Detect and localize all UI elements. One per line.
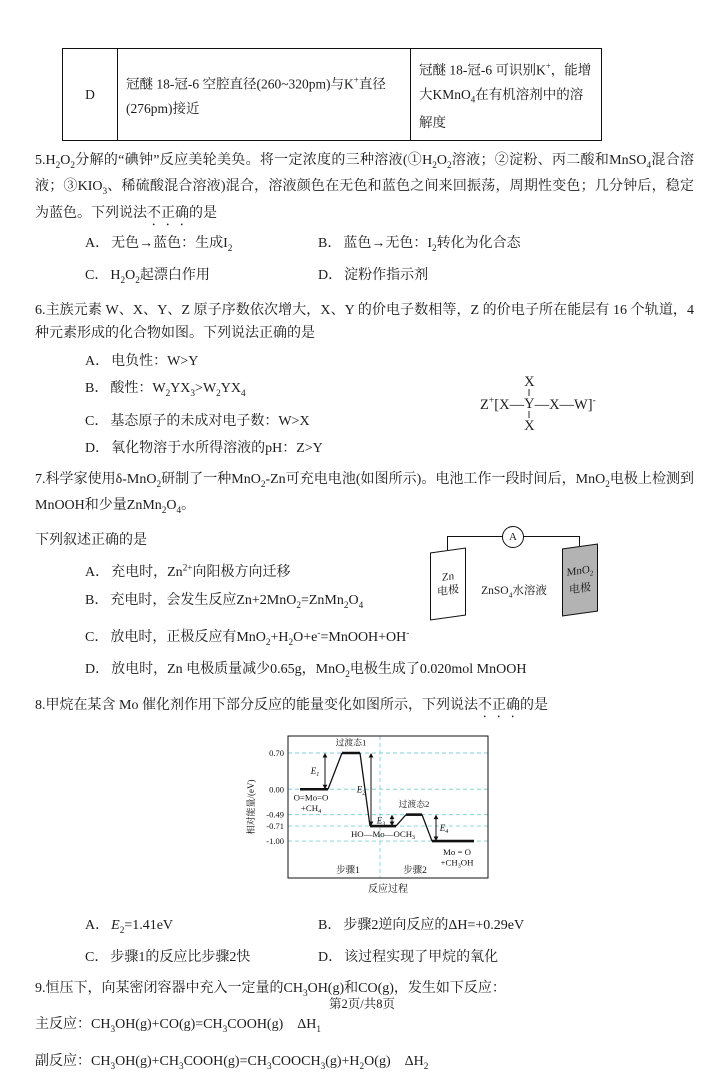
svg-text:-0.71: -0.71	[266, 820, 284, 831]
option-b	[318, 914, 694, 942]
option-d	[318, 264, 694, 292]
question-9-stem: 9.恒压下，向某密闭容器中充入一定量的$CH_3OH(g)$和CO(g)，发生如下反应：	[35, 980, 506, 998]
atom-x-top: X	[524, 373, 535, 390]
option-text: 电负性：W>Y	[111, 353, 199, 369]
question-5-stem: $5.H_2O_2$分解的“碘钟”反应美轮美奂。将一定浓度的三种溶液($①H_2O_2$溶液；②淀粉、丙二酸和MnSO$_4$混合溶液；$③KIO_3$、稀硫酸混合溶液)混合，溶液颜色在无色和蓝色之间来回振荡，周期性变色；几分钟后，稳定为蓝色。下列说法不正确的是	[35, 153, 694, 221]
svg-text:+CH3OH: $+CH_3OH$	[440, 857, 474, 870]
option-b	[318, 232, 694, 260]
option-text: 蓝色→无色：$I_2$转化为化合态	[343, 236, 521, 254]
option-text: 放电时，正极反应有$MnO_2+H_2O+e^-=MnOOH+OH^-$	[110, 627, 410, 647]
option-b	[85, 373, 694, 405]
mno2-electrode	[562, 543, 598, 616]
svg-text:E3: $E_3$	[376, 815, 386, 828]
option-label: A．	[85, 236, 110, 252]
svg-text:相对能量/(eV): 相对能量/(eV)	[246, 779, 256, 835]
svg-text:步骤1: 步骤1	[336, 865, 360, 876]
option-c	[85, 264, 318, 292]
option-label: D．	[318, 949, 343, 965]
svg-text:0.00: 0.00	[269, 784, 284, 795]
energy-diagram-figure	[240, 726, 694, 909]
option-a	[85, 350, 694, 373]
double-bond: ‖	[527, 387, 531, 399]
option-label: D．	[318, 267, 343, 283]
svg-text:E1: $E_1$	[310, 766, 320, 779]
option-label: C．	[85, 949, 109, 965]
question-9	[35, 978, 694, 1078]
option-d-table	[62, 48, 602, 141]
structure-left: Z+[X—	[480, 394, 525, 413]
option-a	[85, 232, 318, 260]
svg-text:O=Mo=O: O=Mo=O	[293, 792, 329, 803]
option-label: B．	[85, 381, 109, 397]
option-text: 酸性：$W_2YX_3>W_2YX_4$	[110, 381, 246, 399]
energy-diagram	[240, 726, 498, 904]
page-number: 第2页/共8页	[329, 997, 395, 1011]
question-7-body	[35, 530, 694, 686]
electrolyte-label: ZnSO$_4$水溶液	[481, 584, 547, 600]
battery-diagram	[420, 520, 620, 638]
question-6-options	[85, 350, 694, 460]
atom-y: Y	[524, 395, 535, 412]
atom-x-bottom: X	[524, 417, 535, 434]
option-label: C．	[85, 413, 109, 429]
electrode-label: MnO$_2$	[566, 563, 594, 579]
option-text: 基态原子的未成对电子数：W>X	[110, 413, 310, 429]
option-text: 无色→蓝色：生成$I_2$	[111, 236, 233, 254]
svg-text:过渡态2: 过渡态2	[398, 798, 430, 809]
table-row	[63, 49, 602, 141]
option-label: B．	[85, 592, 109, 608]
option-text: 步骤2逆向反应的ΔH=+0.29eV	[343, 918, 525, 934]
structure-center-column	[524, 373, 535, 434]
option-label: A．	[85, 918, 110, 934]
option-label: C．	[85, 267, 109, 283]
option-text: 该过程实现了甲烷的氧化	[344, 949, 499, 965]
option-text: 步骤1的反应比步骤2快	[110, 949, 251, 965]
question-8	[35, 695, 694, 969]
option-label: B．	[318, 918, 342, 934]
q6-structure-formula	[480, 373, 596, 434]
option-text: 氧化物溶于水所得溶液的pH：Z>Y	[111, 441, 323, 457]
svg-text:E2: $E_2$	[356, 784, 366, 797]
option-c	[85, 946, 318, 969]
table-cell-description: 冠醚 18-冠-6 空腔直径(260~320pm)与K+直径(276pm)接近	[118, 49, 411, 141]
question-7-lead: 下列叙述正确的是	[35, 532, 147, 548]
svg-text:-0.49: -0.49	[266, 809, 284, 820]
question-7-stem: 7.科学家使用δ-MnO$_2$研制了一种MnO$_2$-Zn可充电电池(如图所示)。电池工作一段时间后，MnO$_2$电极上检测到MnOOH和少量$ZnMn_2O_4$。	[35, 472, 694, 516]
ammeter-icon	[502, 526, 524, 548]
question-8-options	[85, 911, 694, 969]
option-text: 淀粉作指示剂	[344, 267, 429, 283]
zinc-electrode	[430, 547, 466, 620]
option-text: $E_2=1.41eV$	[111, 918, 174, 936]
question-5-options	[85, 229, 694, 292]
svg-text:步骤2: 步骤2	[403, 865, 427, 876]
electrode-label: 电极	[569, 581, 591, 597]
side-reaction-equation: 副反应：$CH_3OH(g)+CH_3COOH(g)=CH_3COOCH_3(g)+H_2O(g)$ $\Delta H_2$	[35, 1053, 429, 1071]
main-reaction-equation: 主反应：$CH_3OH(g)+CO(g)=CH_3COOH(g)$ $\Delta H_1$	[35, 1017, 321, 1034]
table-row-label: D	[63, 49, 118, 141]
double-bond: ‖	[527, 409, 531, 421]
option-label: D．	[85, 441, 110, 457]
option-d	[85, 437, 694, 460]
electrode-label: 电极	[437, 583, 459, 599]
svg-text:+CH4: $+CH_4$	[300, 803, 322, 816]
table-cell-conclusion: 冠醚 18-冠-6 可识别K+，能增大KMnO$_4$在有机溶剂中的溶解度	[411, 49, 602, 141]
option-d	[318, 946, 694, 969]
option-text: $H_2O_2$起漂白作用	[110, 267, 210, 285]
option-label: B．	[318, 236, 342, 252]
question-6	[35, 300, 694, 460]
option-label: A．	[85, 353, 110, 369]
option-c	[85, 410, 694, 433]
question-5	[35, 150, 694, 291]
structure-right: —X—W]-	[534, 394, 596, 413]
svg-text:0.70: 0.70	[269, 747, 284, 758]
svg-text:反应过程: 反应过程	[368, 883, 408, 895]
question-7	[35, 469, 694, 686]
option-label: D．	[85, 662, 110, 678]
svg-text:HO—Mo—OCH3: $HO—Mo—OCH_3$	[350, 828, 416, 841]
svg-text:-1.00: -1.00	[266, 836, 284, 847]
question-6-stem: 6.主族元素 W、X、Y、Z 原子序数依次增大，X、Y 的价电子数相等，Z 的价电子所在能层有 16 个轨道，4 种元素形成的化合物如图。下列说法正确的是	[35, 303, 694, 341]
electrode-label: Zn	[441, 569, 455, 584]
question-8-stem: 8.甲烷在某含 Mo 催化剂作用下部分反应的能量变化如图所示，下列说法不正确的是	[35, 697, 548, 713]
option-a	[85, 914, 318, 942]
option-d	[85, 658, 694, 686]
option-text: 放电时，Zn 电极质量减少0.65g，MnO$_2$电极生成了0.020mol MnOOH	[111, 662, 527, 679]
option-text: 充电时，$Zn^{2+}$向阳极方向迁移	[111, 562, 291, 581]
svg-text:过渡态1: 过渡态1	[335, 737, 367, 748]
svg-text:Mo = O: Mo = O	[443, 847, 471, 858]
ammeter-label: A	[509, 530, 517, 543]
option-label: A．	[85, 565, 110, 581]
option-text: 充电时，会发生反应$Zn+2MnO_2=ZnMn_2O_4$	[110, 592, 364, 610]
svg-text:E4: $E_4$	[439, 822, 449, 835]
option-label: C．	[85, 629, 109, 645]
